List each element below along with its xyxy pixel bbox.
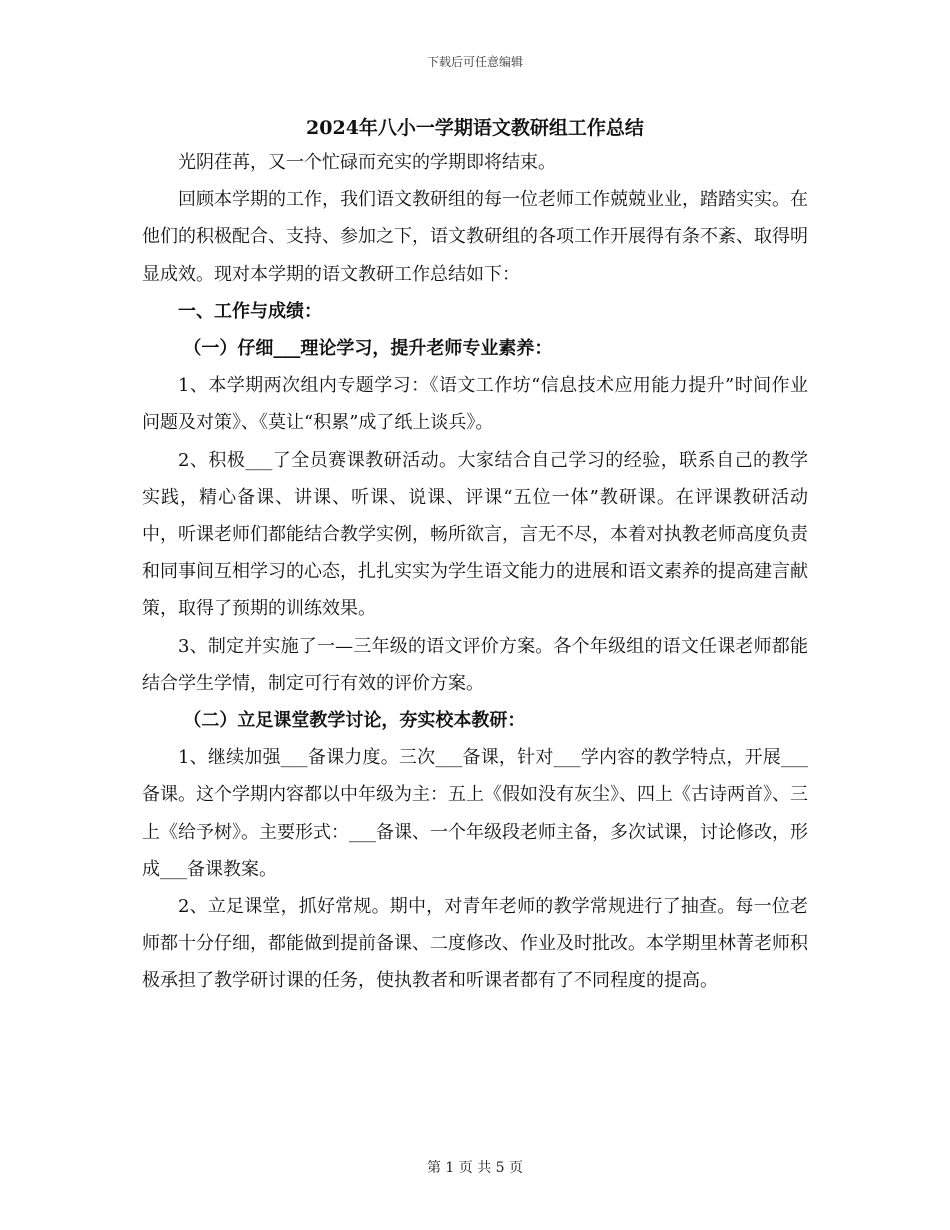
document-title: 2024年八小一学期语文教研组工作总结 — [306, 117, 644, 139]
intro-paragraph: 光阴荏苒，又一个忙碌而充实的学期即将结束。 — [178, 152, 556, 173]
page-number: 第 1 页 共 5 页 — [426, 1160, 524, 1176]
list-item: 2、积极___了全员赛课教研活动。大家结合自己学习的经验，联系自己的教学实践，精心备课、讲课、听课、说课、评课“五位一体”教研课。在评课教研活动中，听课老师们都能结合教学实例，畅所欲言，言无不尽，本着对执教老师高度负责和同事间互相学习的心态，扎扎实实为学生语文能力的进展和语文素养的提高建言献策，取得了预期的训练效果。 — [142, 449, 808, 620]
subsection-heading-classroom-research: （二）立足课堂教学讨论，夯实校本教研： — [183, 710, 526, 732]
document-body — [142, 112, 808, 1000]
list-item: 2、立足课堂，抓好常规。期中，对青年老师的教学常规进行了抽查。每一位老师都十分仔细，都能做到提前备课、二度修改、作业及时批改。本学期里林菁老师积极承担了教学研讨课的任务，使执教者和听课者都有了不同程度的提高。 — [142, 896, 808, 992]
overview-paragraph: 回顾本学期的工作，我们语文教研组的每一位老师工作兢兢业业，踏踏实实。在他们的积极配合、支持、参加之下，语文教研组的各项工作开展得有条不紊、取得明显成效。现对本学期的语文教研工作总结如下： — [142, 189, 808, 285]
page-header-note: 下载后可任意编辑 — [426, 55, 523, 69]
list-item: 1、本学期两次组内专题学习：《语文工作坊“信息技术应用能力提升”时间作业问题及对策》、《莫让“积累”成了纸上谈兵》。 — [142, 375, 808, 434]
section-heading-work-results: 一、工作与成绩： — [178, 300, 322, 322]
subsection-heading-theory-study: （一）仔细___理论学习，提升老师专业素养： — [183, 338, 553, 360]
list-item: 3、制定并实施了一—三年级的语文评价方案。各个年级组的语文任课老师都能结合学生学情，制定可行有效的评价方案。 — [142, 635, 808, 694]
list-item: 1、继续加强___备课力度。三次___备课，针对___学内容的教学特点，开展___备课。这个学期内容都以中年级为主：五上《假如没有灰尘》、四上《古诗两首》、三上《给予树》。主要形式：___备课、一个年级段老师主备，多次试课，讨论修改，形成___备课教案。 — [142, 747, 808, 880]
